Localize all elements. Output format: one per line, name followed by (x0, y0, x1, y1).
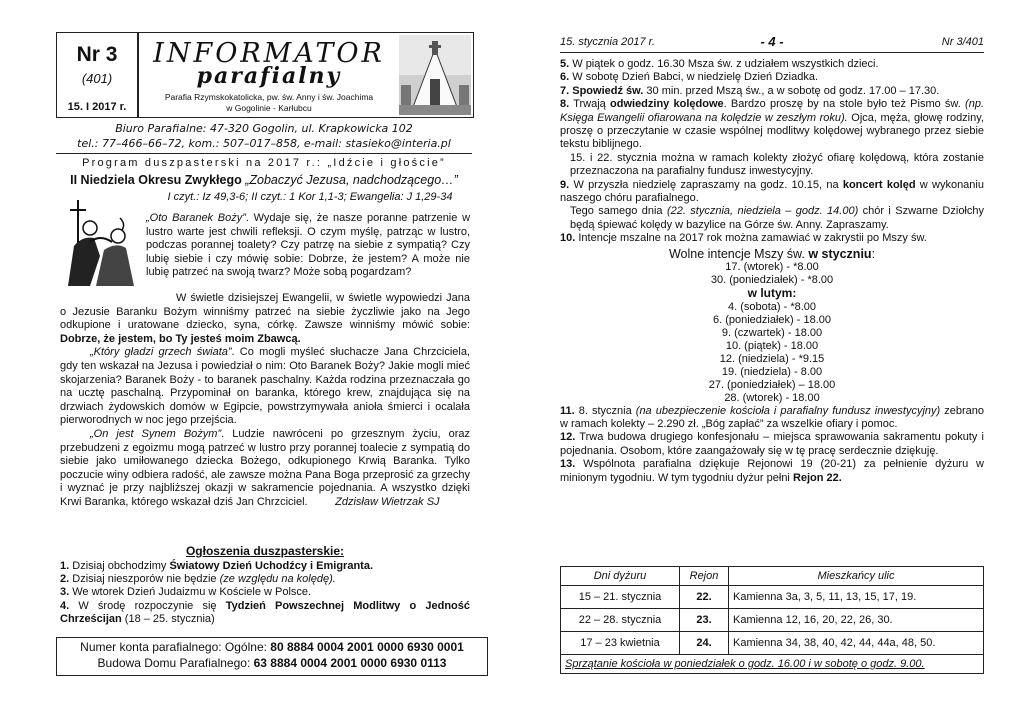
announcement-item: 5. W piątek o godz. 16.30 Msza św. z udziałem wszystkich dzieci. (560, 58, 879, 70)
right-page (512, 0, 1024, 724)
announcements-title: Ogłoszenia duszpasterskie: (185, 544, 345, 558)
announcements-continued (560, 58, 984, 485)
table-row: 15 – 21. stycznia 22. Kamienna 3a, 3, 5, 11, 13, 15, 17, 19. (561, 586, 984, 609)
mass-slot: 19. (niedziela) - 8.00 (721, 365, 823, 378)
newsletter-title: INFORMATOR (153, 38, 385, 69)
announcement-item: 6. W sobotę Dzień Babci, w niedzielę Dzień Dziadka. (560, 71, 819, 84)
mass-slot: 12. (niedziela) - *9.15 (719, 352, 825, 365)
parish-name: Parafia Rzymskokatolicka, pw. św. Anny i św. Joachima w Gogolinie - Karłubcu (164, 92, 374, 113)
announcement-item: 2. Dzisiaj nieszporów nie będzie (ze względu na kolędę). (60, 573, 336, 586)
newsletter-subtitle: parafialny (196, 63, 342, 89)
issue-date: 15. I 2017 r. (67, 101, 127, 113)
issue-number: Nr 3 (76, 43, 118, 66)
table-footer-row: Sprzątanie kościoła w poniedziałek o godz. 16.00 i w sobotę o godz. 9.00. (561, 655, 984, 674)
mass-slot: 28. (wtorek) - 18.00 (724, 391, 820, 404)
announcement-item: 10. Intencje mszalne na 2017 rok można zamawiać w zakrystii po Mszy św. (560, 232, 927, 245)
table-row: 22 – 28. stycznia 23. Kamienna 12, 16, 20, 22, 26, 30. (561, 609, 984, 632)
announcement-item: Tego samego dnia (22. stycznia, niedziela – godz. 14.00) chór i Szwarne Dziołchy będą śpiewać kolędy w bazylice na Górze św. Anny. Zapraszamy. (570, 205, 984, 231)
newsletter-title-box (143, 33, 395, 117)
office-contact: tel.: 77–466–66–72, kom.: 507–017–858, e-mail: stasieko@interia.pl (77, 137, 451, 150)
mass-slot: 6. (poniedziałek) - 18.00 (712, 313, 831, 326)
masthead (56, 32, 474, 118)
author-signature: Zdzisław Wietrzak SJ (335, 495, 440, 508)
announcement-item: 4. W środę rozpoczynie się Tydzień Powszechnej Modlitwy o Jedność Chrześcijan (18 – 25. stycznia) (60, 599, 470, 625)
parish-account-number: 80 8884 0004 2001 0000 6930 0001 (270, 640, 464, 654)
mass-slot: 9. (czwartek) - 18.00 (721, 326, 823, 339)
mass-intentions-title: Wolne intencje Mszy św. w styczniu: (668, 246, 876, 261)
mass-slot: 4. (sobota) - *8.00 (727, 300, 817, 313)
bank-accounts-box: Numer konta parafialnego: Ogólne: 80 8884 0004 2001 0000 6930 0001 Budowa Domu Parafialnego: 63 8884 0004 2001 0000 6930 0113 (56, 637, 488, 676)
announcement-item: 9. W przyszła niedzielę zapraszamy na godz. 10.15, na koncert kolęd w wykonaniu naszego chóru parafialnego. (560, 178, 984, 205)
announcements-list (60, 560, 470, 626)
sunday-heading: II Niedziela Okresu Zwykłego „Zobaczyć Jezusa, nadchodzącego…” (70, 173, 458, 187)
issue-total-number: (401) (81, 71, 113, 86)
office-address: Biuro Parafialne: 47-320 Gogolin, ul. Krapkowicka 102 (115, 122, 413, 135)
announcement-item: 1. Dzisiaj obchodzimy Światowy Dzień Uchodźcy i Emigranta. (60, 560, 373, 572)
building-account-number: 63 8884 0004 2001 0000 6930 0113 (253, 656, 447, 670)
announcement-item: 11. 8. stycznia (na ubezpieczenie kościoła i parafialny fundusz inwestycyjny) zebrano w ramach kolekty – 2.290 zł. „Bóg zapłać” za wszelkie ofiary i pomoc. (560, 404, 984, 430)
reflection-paragraph-1: „Oto Baranek Boży”. Wydaje się, że nasze poranne patrzenie w lustro warte jest chwili refleksji. O czym myślę, patrząc w lustro, podczas porannej toalety? Czy patrzę na siebie z sympatią? Czy lubię siebie i czy mówię sobie: Dobrze, że jestem? A może nie lubię patrzeć na swoją twarz? Może sobą pogardzam? (146, 212, 471, 279)
february-label: w lutym: (747, 286, 797, 301)
page-number: - 4 - (760, 34, 784, 49)
announcement-item: 12. Trwa budowa drugiego konfesjonału – miejsca sprawowania sakramentu pokuty i pojednania. Osobom, które zaangażowały się w tę pracę serdecznie dziękuję. (560, 431, 984, 457)
mass-slot: 30. (poniedziałek) - *8.00 (710, 274, 834, 287)
baptism-illustration-icon (60, 198, 144, 288)
page-header (560, 36, 984, 53)
announcement-item: 13. Wspólnota parafialna dziękuje Rejonowi 19 (20-21) za pełnienie dyżuru w minionym tygodniu. W tym tygodniu dyżur pełni Rejon 22. (560, 458, 984, 484)
duty-table (560, 566, 984, 674)
mass-slot: 10. (piątek) - 18.00 (725, 339, 819, 352)
table-row: 17 – 23 kwietnia 24. Kamienna 34, 38, 40, 42, 44, 44a, 48, 50. (561, 632, 984, 655)
mass-slot: 27. (poniedziałek) – 18.00 (708, 378, 836, 391)
table-header-row: Dni dyżuru Rejon Mieszkańcy ulic (561, 567, 984, 586)
announcement-item: 15. i 22. stycznia można w ramach kolekty złożyć ofiarę kolędową, która zostanie przeznaczona na parafialny fundusz inwestycyjny. (570, 151, 984, 178)
announcement-item: 7. Spowiedź św. 30 min. przed Mszą św., a w sobotę od godz. 17.00 – 17.30. (560, 84, 940, 97)
header-date: 15. stycznia 2017 r. (560, 36, 655, 48)
announcement-item: 3. We wtorek Dzień Judaizmu w Kościele w Polsce. (60, 586, 312, 599)
mass-slot: 17. (wtorek) - *8.00 (725, 261, 819, 274)
header-issue: Nr 3/401 (941, 36, 984, 48)
church-photo-icon (399, 35, 471, 115)
announcement-item: 8. Trwają odwiedziny kolędowe. Bardzo proszę by na stole było też Pismo św. (np. Księga Ewangelii ofiarowana na kolędzie w zeszłym roku). Ojca, męża, głowę rodziny, proszę o przeczytanie w czasie wspólnej modlitwy kolędowej wybranego przez siebie tekstu biblijnego. (560, 98, 985, 151)
reflection-body: W świetle dzisiejszej Ewangelii, w świetle wypowiedzi Jana o Jezusie Baranku Bożym winniśmy patrzeć na siebie życzliwie jako na Jego odkupione i uratowane dziecko, syna, córkę. Zawsze winniśmy mówić sobie: Dobrze, że jestem, bo Ty jesteś moim Zbawcą. „Który gładzi grzech świata”. Co mogli myśleć słuchacze Jana Chrzciciela, gdy ten wskazał na Jezusa i powiedział o nim: Oto Baranek Boży? Jakie mogli mieć skojarzenia? Baranek Boży - to baranek paschalny. Każda rodzina przeznaczała go na ucztę paschalną. Przypominał on baranka, którego krew, znajdująca się na drzwiach żydowskich domów w Egipcie, powstrzymywała anioła śmierci i ocalała pierworodnych w noc jego przejścia. „On jest Synem Bożym”. Ludzie nawróceni po grzesznym życiu, oraz przebudzeni z egoizmu mogą patrzeć w lustro przy porannej toalecie z sympatią do siebie jako umiłowanego dziecka Bożego, odkupionego Krwią Baranka. Tylko poczucie winy odbiera radość, ale zawsze można Pana Boga przeprosić za grzechy i wyznać je przy najbliższej okazji w sakramencie pojednania. A wszystko dzięki Krwi Baranka, którego wskazał dziś Jan Chrzciciel. Zdzisław Wietrzak SJ (60, 292, 470, 508)
issue-number-box (57, 33, 139, 117)
readings: I czyt.: Iz 49,3-6; II czyt.: 1 Kor 1,1-3; Ewangelia: J 1,29-34 (167, 191, 453, 203)
pastoral-program: Program duszpasterski na 2017 r.: „Idźcie i głoście” (56, 153, 472, 172)
